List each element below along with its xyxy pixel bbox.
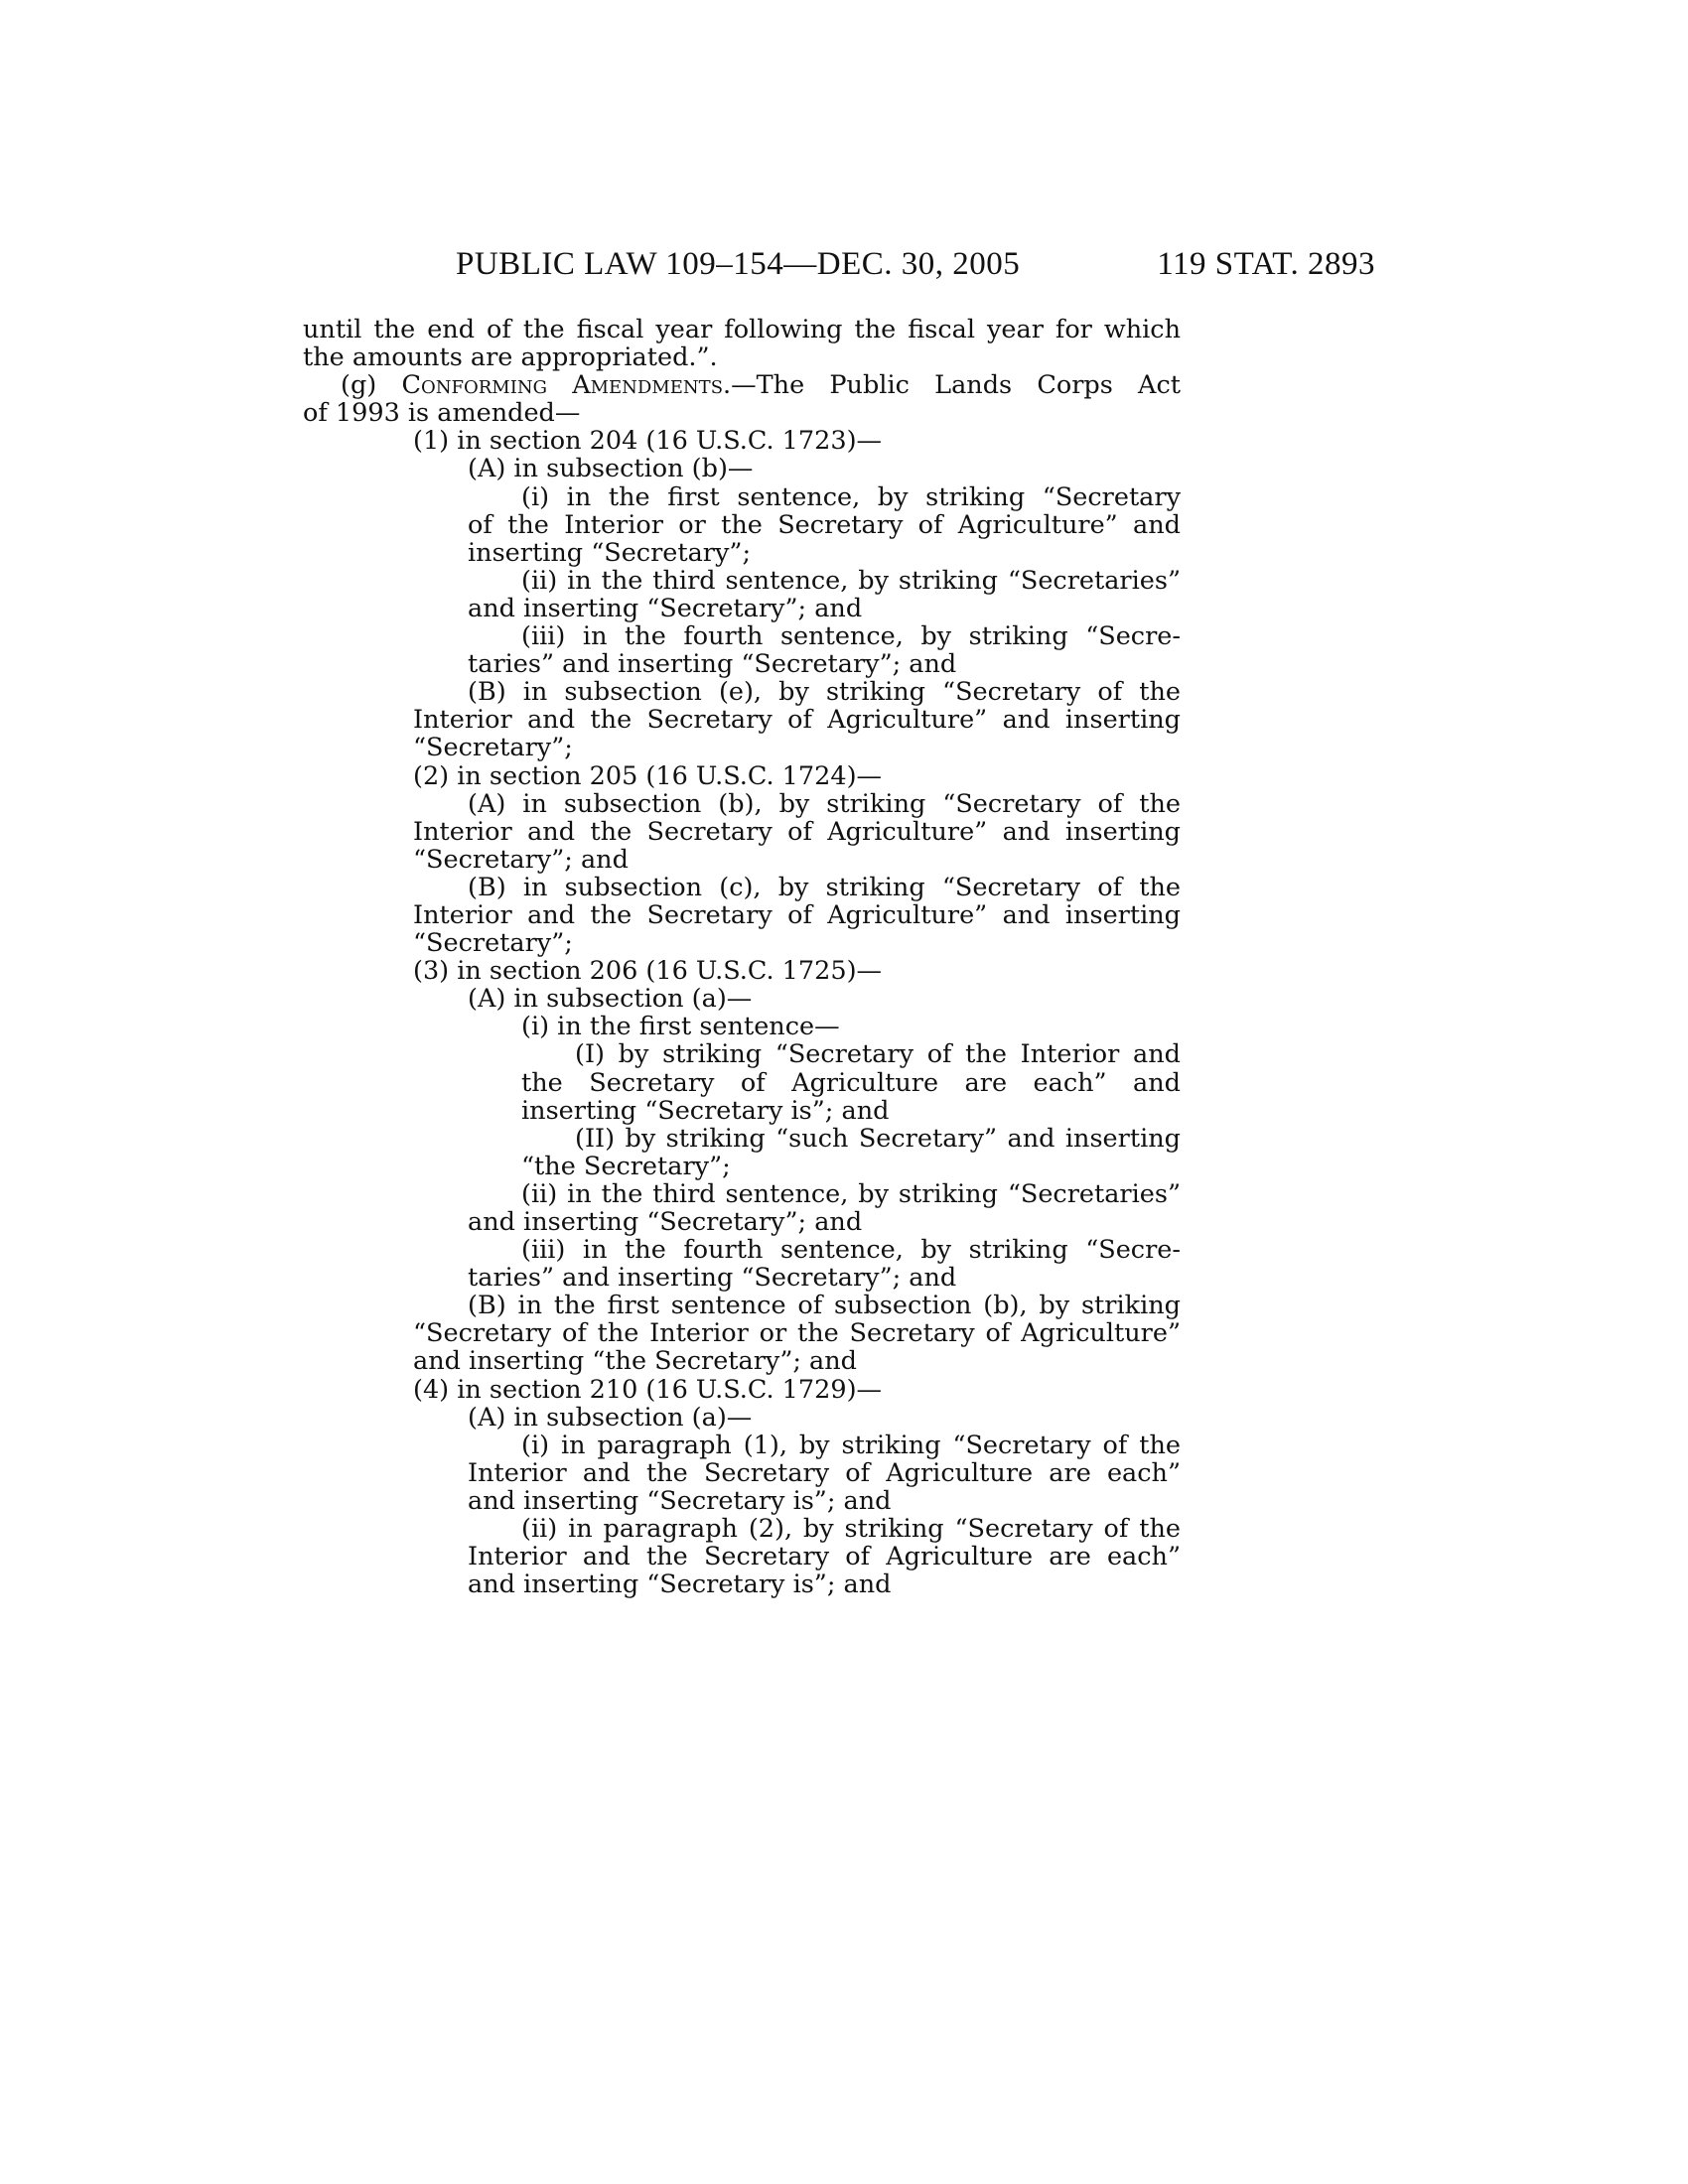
text-line: (ii) in the third sentence, by striking “Secretaries” (521, 1179, 1181, 1208)
text-line: (iii) in the fourth sentence, by striking “Secre- (521, 1236, 1181, 1265)
text-line: (1) in section 204 (16 U.S.C. 1723)— (413, 426, 883, 457)
text-line: (ii) in the third sentence, by striking “Secretaries” (521, 566, 1181, 595)
text-line: Interior and the Secretary of Agriculture” and inserting (413, 817, 1181, 846)
text-line: the Secretary of Agriculture are each” and (521, 1068, 1181, 1097)
text-line: (II) by striking “such Secretary” and inserting (575, 1124, 1181, 1153)
text-line: “the Secretary”; (521, 1151, 731, 1181)
text-line: inserting “Secretary”; (468, 537, 752, 568)
text-line: and inserting “Secretary”; and (468, 593, 863, 623)
text-line: (A) in subsection (b)— (468, 454, 754, 484)
page-number: 119 STAT. 2893 (1157, 246, 1375, 282)
text-line: Interior and the Secretary of Agriculture” and inserting (413, 706, 1181, 735)
subsection-heading: Conforming Amendments (401, 371, 724, 400)
text-line: Interior and the Secretary of Agriculture” and inserting (413, 900, 1181, 930)
text-line: until the end of the fiscal year following the fiscal year for which (303, 316, 1181, 344)
subsection-heading-text: .—The Public Lands Corps Act (723, 371, 1181, 400)
text-line: “Secretary of the Interior or the Secretary of Agriculture” (413, 1319, 1181, 1348)
running-head: PUBLIC LAW 109–154—DEC. 30, 2005 (456, 246, 1021, 282)
text-line: taries” and inserting “Secretary”; and (468, 649, 957, 680)
text-line: (B) in subsection (e), by striking “Secretary of the (468, 678, 1181, 707)
text-line: (ii) in paragraph (2), by striking “Secretary of the (521, 1515, 1181, 1544)
text-line: of 1993 is amended— (303, 398, 581, 429)
text-line: (4) in section 210 (16 U.S.C. 1729)— (413, 1374, 883, 1405)
text-line: (A) in subsection (a)— (468, 1402, 753, 1433)
body-text (303, 316, 1181, 1598)
text-line: taries” and inserting “Secretary”; and (468, 1263, 957, 1294)
text-line: the amounts are appropriated.”. (303, 342, 718, 373)
text-line: “Secretary”; and (413, 844, 629, 875)
text-line: “Secretary”; (413, 733, 573, 763)
text-line: (i) in the first sentence, by striking “Secretary (521, 482, 1181, 511)
text-line: (iii) in the fourth sentence, by striking “Secre- (521, 622, 1181, 651)
text-line: (3) in section 206 (16 U.S.C. 1725)— (413, 956, 883, 987)
text-line: and inserting “Secretary is”; and (468, 1485, 892, 1516)
text-line: (i) in the first sentence— (521, 1012, 840, 1042)
page-header (303, 244, 1375, 284)
text-line: and inserting “the Secretary”; and (413, 1346, 858, 1377)
text-line: “Secretary”; (413, 928, 573, 959)
text-line: Interior and the Secretary of Agriculture are each” (468, 1458, 1181, 1487)
text-line: inserting “Secretary is”; and (521, 1095, 890, 1126)
text-line: (I) by striking “Secretary of the Interior and (575, 1040, 1181, 1069)
text-line: of the Interior or the Secretary of Agriculture” and (468, 510, 1181, 539)
subsection-label: (g) (341, 371, 402, 400)
text-line: and inserting “Secretary”; and (468, 1207, 863, 1237)
text-line: (A) in subsection (b), by striking “Secretary of the (468, 789, 1181, 818)
text-line: (2) in section 205 (16 U.S.C. 1724)— (413, 760, 883, 791)
text-line: (B) in the first sentence of subsection (b), by striking (468, 1292, 1181, 1320)
text-line: and inserting “Secretary is”; and (468, 1570, 892, 1600)
text-line: Interior and the Secretary of Agriculture are each” (468, 1543, 1181, 1571)
text-line: (A) in subsection (a)— (468, 984, 753, 1015)
text-line: (i) in paragraph (1), by striking “Secretary of the (521, 1431, 1181, 1459)
text-line: (B) in subsection (c), by striking “Secretary of the (468, 873, 1181, 901)
subsection-heading-line (303, 371, 1181, 399)
